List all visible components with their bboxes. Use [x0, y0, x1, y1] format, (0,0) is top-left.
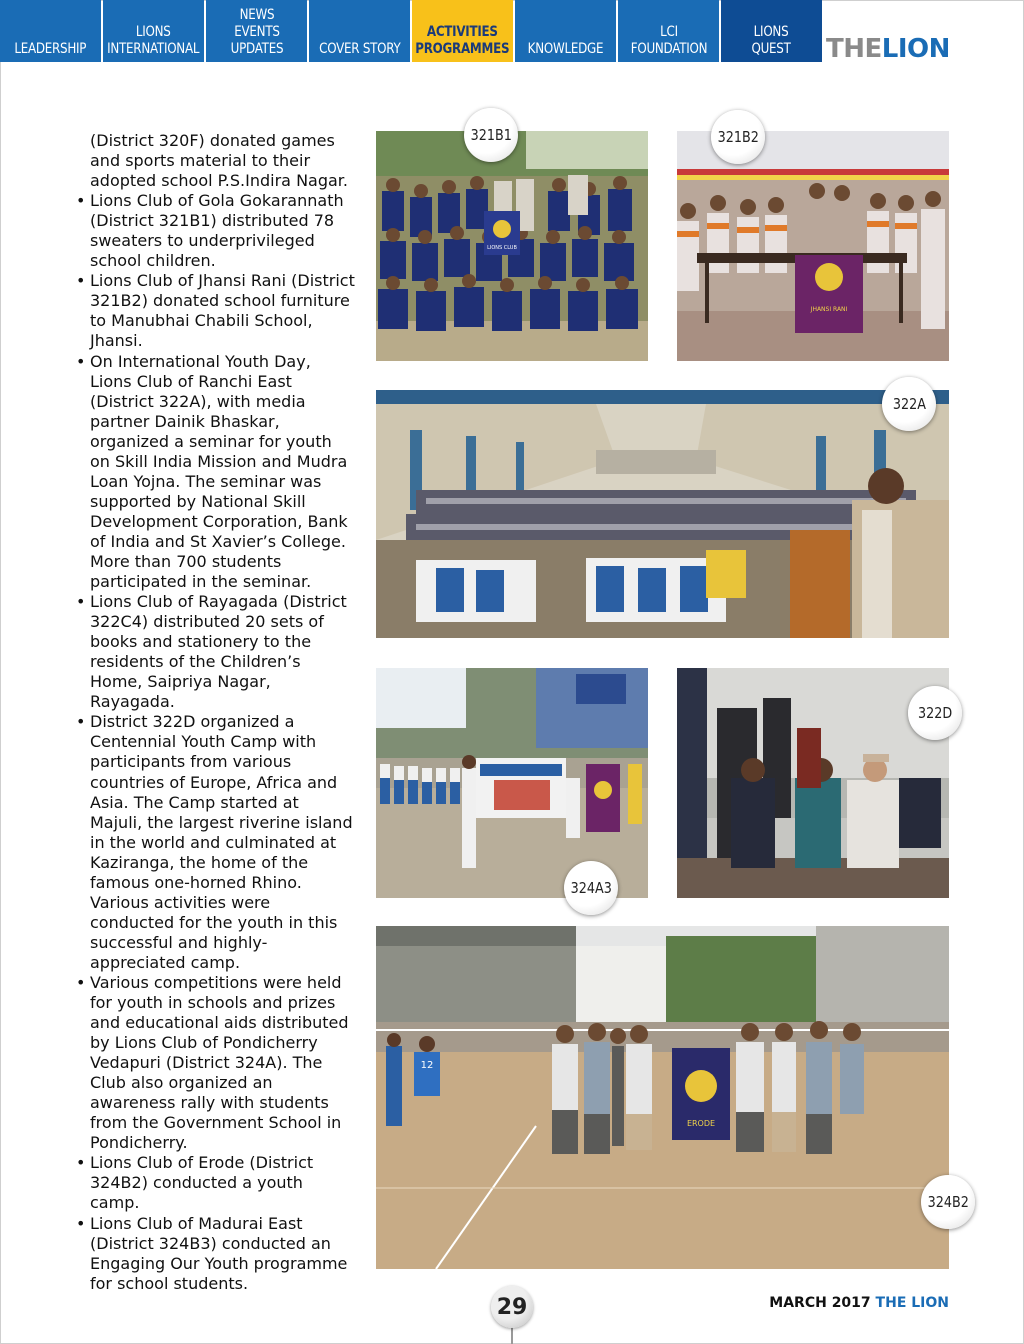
tab-lions-quest[interactable]: [721, 0, 822, 62]
photo-322d: [677, 668, 949, 898]
district-badge: [882, 377, 936, 431]
photo-322a-image: [376, 390, 949, 638]
article-lead: (District 320F) donated games and sports material to their adopted school P.S.Indira Nagar.: [90, 131, 348, 191]
tab-label: COVER STORY: [318, 41, 401, 57]
badge-label: 324A3: [570, 879, 612, 897]
district-badge: [564, 861, 618, 915]
photo-321b1: [376, 131, 648, 361]
tab-news-events-updates[interactable]: [206, 0, 307, 62]
banner-text: JHANSI RANI: [810, 306, 848, 313]
list-item: • Lions Club of Rayagada (District 322C4) distributed 20 sets of books and stationery to the residents of the Children’s Home, Saipriya Nagar, Rayagada.: [76, 592, 356, 712]
list-item: • Lions Club of Madurai East (District 324B3) conducted an Engaging Our Youth programme for school students.: [76, 1214, 356, 1294]
tab-label: NEWS EVENTS UPDATES: [230, 7, 283, 57]
tab-label: LCI FOUNDATION: [630, 24, 707, 57]
district-badge: [921, 1175, 975, 1229]
tab-lions-international[interactable]: [103, 0, 204, 62]
badge-label: 321B1: [470, 126, 512, 144]
district-badge: [464, 108, 518, 162]
jersey-number: 12: [420, 1060, 434, 1071]
tab-knowledge[interactable]: [515, 0, 616, 62]
photo-324a3: [376, 668, 648, 898]
tab-leadership[interactable]: [0, 0, 101, 62]
tab-cover-story[interactable]: [309, 0, 410, 62]
list-item: • Lions Club of Jhansi Rani (District 321B2) donated school furniture to Manubhai Chabili School, Jhansi.: [76, 271, 356, 351]
list-item: • Lions Club of Erode (District 324B2) conducted a youth camp.: [76, 1153, 356, 1213]
logo-lion: LION: [881, 34, 950, 64]
list-item: • Various competitions were held for youth in schools and prizes and educational aids distributed by Lions Club of Pondicherry Vedapuri (District 324A). The Club also organized an awareness rally with students from the Government School in Pondicherry.: [76, 973, 356, 1153]
list-item: • Lions Club of Gola Gokarannath (District 321B1) distributed 78 sweaters to underprivileged school children.: [76, 191, 356, 271]
footer-issue: [769, 1295, 949, 1311]
list-item: • On International Youth Day, Lions Club of Ranchi East (District 322A), with media partner Dainik Bhaskar, organized a seminar for youth on Skill India Mission and Mudra Loan Yojna. The seminar was supported by National Skill Development Corporation, Bank of India and St Xavier’s College. More than 700 students participated in the seminar.: [76, 352, 356, 593]
article-column: [76, 131, 356, 1294]
tab-label: LIONS QUEST: [751, 24, 792, 57]
issue-date: MARCH 2017: [769, 1295, 871, 1311]
badge-label: 321B2: [717, 128, 759, 146]
photo-321b1-image: [376, 131, 648, 361]
photo-322d-image: [677, 668, 949, 898]
banner-text: LIONS CLUB: [487, 245, 517, 251]
photo-321b2: [677, 131, 949, 361]
banner-text: ERODE: [686, 1119, 716, 1128]
tab-lci-foundation[interactable]: [618, 0, 719, 62]
tab-label: LIONS INTERNATIONAL: [107, 24, 200, 57]
badge-label: 324B2: [927, 1193, 969, 1211]
tab-activities-programmes[interactable]: [412, 0, 513, 62]
activity-list: [76, 191, 356, 1294]
photo-324a3-image: [376, 668, 648, 898]
tab-label: LEADERSHIP: [14, 41, 87, 57]
tab-label: KNOWLEDGE: [527, 41, 604, 57]
section-nav: [0, 0, 824, 62]
badge-label: 322D: [917, 704, 953, 722]
photo-324b2: [376, 926, 949, 1269]
photo-324b2-image: [376, 926, 949, 1269]
magazine-logo: [826, 34, 950, 64]
district-badge: [711, 110, 765, 164]
district-badge: [908, 686, 962, 740]
badge-label: 322A: [892, 395, 926, 413]
page-number: 29: [491, 1286, 533, 1328]
tab-label: ACTIVITIES PROGRAMMES: [415, 24, 510, 57]
photo-322a: [376, 390, 949, 638]
photo-321b2-image: [677, 131, 949, 361]
list-item: • District 322D organized a Centennial Youth Camp with participants from various countries of Europe, Africa and Asia. The Camp started at Majuli, the largest riverine island in the world and culminated at Kaziranga, the home of the famous one-horned Rhino. Various activities were conducted for the youth in this successful and highly-appreciated camp.: [76, 712, 356, 973]
logo-the: THE: [826, 34, 882, 64]
magazine-name: THE LION: [875, 1295, 949, 1311]
